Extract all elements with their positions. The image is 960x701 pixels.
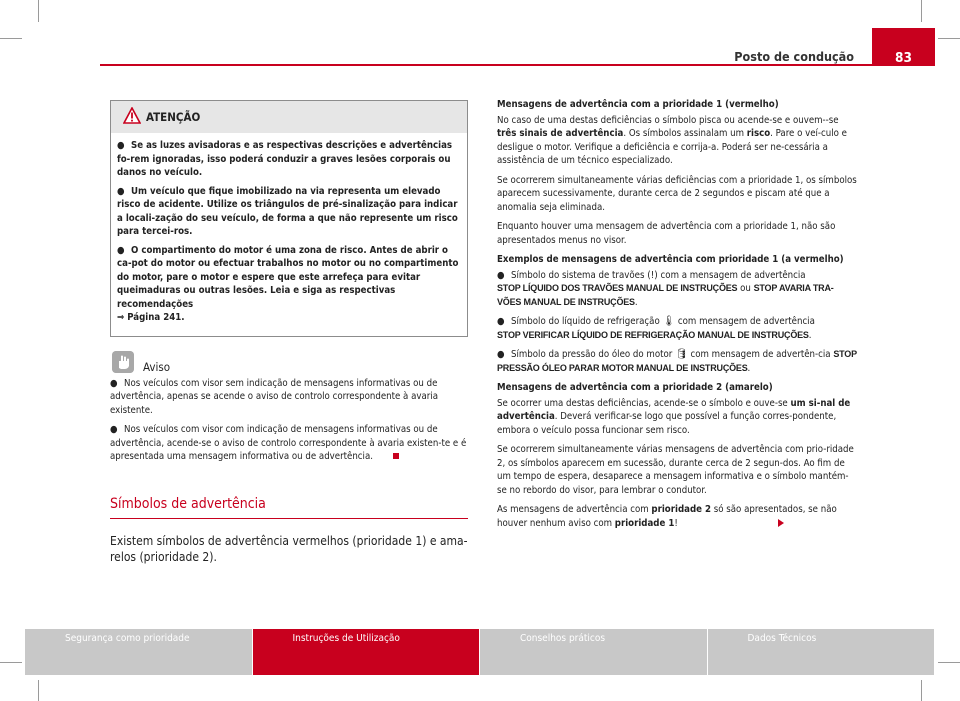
crop-mark xyxy=(938,38,960,39)
paragraph: As mensagens de advertência com prioridade 2 só são apresentados, se não houver nenhum aviso com prioridade 1! xyxy=(497,504,837,529)
section-title: Símbolos de advertência xyxy=(110,496,468,519)
priority2-heading: Mensagens de advertência com a prioridade 2 (amarelo) xyxy=(497,382,773,393)
page-reference-link[interactable]: ⇒ Página 241. xyxy=(117,312,185,323)
warning-box xyxy=(110,100,468,337)
note-item: ● Nos veículos com visor com indicação de mensagens informativas ou de advertência, acende-se o aviso de controlo correspondente à avaria existen-te e é apresentada uma mensagem informativa ou de advertência. xyxy=(110,424,467,462)
crop-mark xyxy=(0,38,22,39)
crop-mark xyxy=(0,662,22,663)
note-hand-icon xyxy=(112,351,134,373)
priority1-heading: Mensagens de advertência com a prioridade 1 (vermelho) xyxy=(497,99,779,110)
note-header xyxy=(110,351,468,377)
left-column xyxy=(110,100,468,565)
note-title: Aviso xyxy=(143,359,171,374)
tab-conselhos[interactable]: Conselhos práticos xyxy=(480,629,708,675)
right-column xyxy=(497,98,857,536)
crop-mark xyxy=(38,0,39,22)
crop-mark xyxy=(38,680,39,701)
oil-pressure-icon: 🛢 xyxy=(675,349,688,360)
crop-mark xyxy=(921,0,922,22)
header-rule xyxy=(100,64,935,66)
coolant-icon: 🌡 xyxy=(662,316,676,327)
tab-instrucoes[interactable]: Instruções de Utilização xyxy=(253,629,481,675)
examples-heading: Exemplos de mensagens de advertência com prioridade 1 (a vermelho) xyxy=(497,254,844,265)
continue-arrow-icon xyxy=(778,519,784,527)
paragraph: Se ocorrerem simultaneamente várias mensagens de advertência com prio-ridade 2, os símbolos aparecem em sucessão, durante cerca de 2 segun-dos. Ao fim de um tempo de espera, desaparece a mensagem informativa e o símbolo mantém-se no rebordo do visor, para lembrar o condutor. xyxy=(497,444,854,496)
example-item: ● Símbolo da pressão do óleo do motor 🛢 com mensagem de advertên-cia STOP PRESSÃO ÓLEO PARAR MOTOR MANUAL DE INSTRUÇÕES. xyxy=(497,349,857,374)
tab-seguranca[interactable]: Segurança como prioridade xyxy=(25,629,253,675)
warning-item: ● O compartimento do motor é uma zona de risco. Antes de abrir o ca-pot do motor ou efectuar trabalhos no motor ou no compartimento do motor, pare o motor e espere que este arrefeça para evitar queimaduras ou outras lesões. Leia e siga as respectivas recomendações ⇒ Página 241. xyxy=(117,244,459,323)
example-item: ● Símbolo do sistema de travões (!) com a mensagem de advertência STOP LÍQUIDO DOS TRAVÕES MANUAL DE INSTRUÇÕES ou STOP AVARIA TRA-VÕES MANUAL DE INSTRUÇÕES. xyxy=(497,269,834,308)
paragraph: Enquanto houver uma mensagem de advertência com a prioridade 1, não são apresentados menus no visor. xyxy=(497,221,836,246)
footer-tabs xyxy=(25,629,935,675)
warning-item: ● Um veículo que fique imobilizado na via representa um elevado risco de acidente. Utilize os triângulos de pré-sinalização para indicar a locali-zação do seu veículo, de forma a que não represente um risco para tercei-ros. xyxy=(117,185,458,237)
paragraph: No caso de uma destas deficiências o símbolo pisca ou acende-se e ouvem--se três sinais de advertência. Os símbolos assinalam um risco. Pare o veí-culo e desligue o motor. Verifique a deficiência e corrija-a. Poderá ser ne-cessária a assistência de um técnico especializado. xyxy=(497,114,847,166)
warning-header xyxy=(111,101,467,133)
note-item: ● Nos veículos com visor sem indicação de mensagens informativas ou de advertência, apenas se acende o aviso de controlo correspondente à avaria existente. xyxy=(110,377,438,416)
header-section-title: Posto de condução xyxy=(734,49,854,64)
warning-triangle-icon xyxy=(123,107,141,124)
page-number: 83 xyxy=(872,28,935,66)
warning-body xyxy=(111,133,467,336)
paragraph: Se ocorrerem simultaneamente várias deficiências com a prioridade 1, os símbolos aparecem sucessivamente, durante cerca de 2 segundos e piscam até que a anomalia seja eliminada. xyxy=(497,174,857,213)
paragraph: Se ocorrer uma destas deficiências, acende-se o símbolo e ouve-se um si-nal de advertência. Deverá verificar-se logo que possível a função corres-pondente, embora o veículo possa funcionar sem risco. xyxy=(497,397,851,436)
crop-mark xyxy=(921,680,922,701)
end-mark-icon xyxy=(393,453,399,459)
section-intro: Existem símbolos de advertência vermelhos (prioridade 1) e ama-relos (prioridade 2). xyxy=(110,533,468,564)
tab-dados-tecnicos[interactable]: Dados Técnicos xyxy=(708,629,936,675)
warning-title: ATENÇÃO xyxy=(146,110,201,124)
crop-mark xyxy=(938,662,960,663)
brake-system-icon: (!) xyxy=(647,269,658,281)
warning-item: ● Se as luzes avisadoras e as respectivas descrições e advertências fo-rem ignoradas, isso poderá conduzir a graves lesões corporais ou danos no veículo. xyxy=(117,140,453,178)
example-item: ● Símbolo do líquido de refrigeração 🌡 com mensagem de advertência STOP VERIFICAR LÍQUIDO DE REFRIGERAÇÃO MANUAL DE INSTRUÇÕES. xyxy=(497,316,815,341)
